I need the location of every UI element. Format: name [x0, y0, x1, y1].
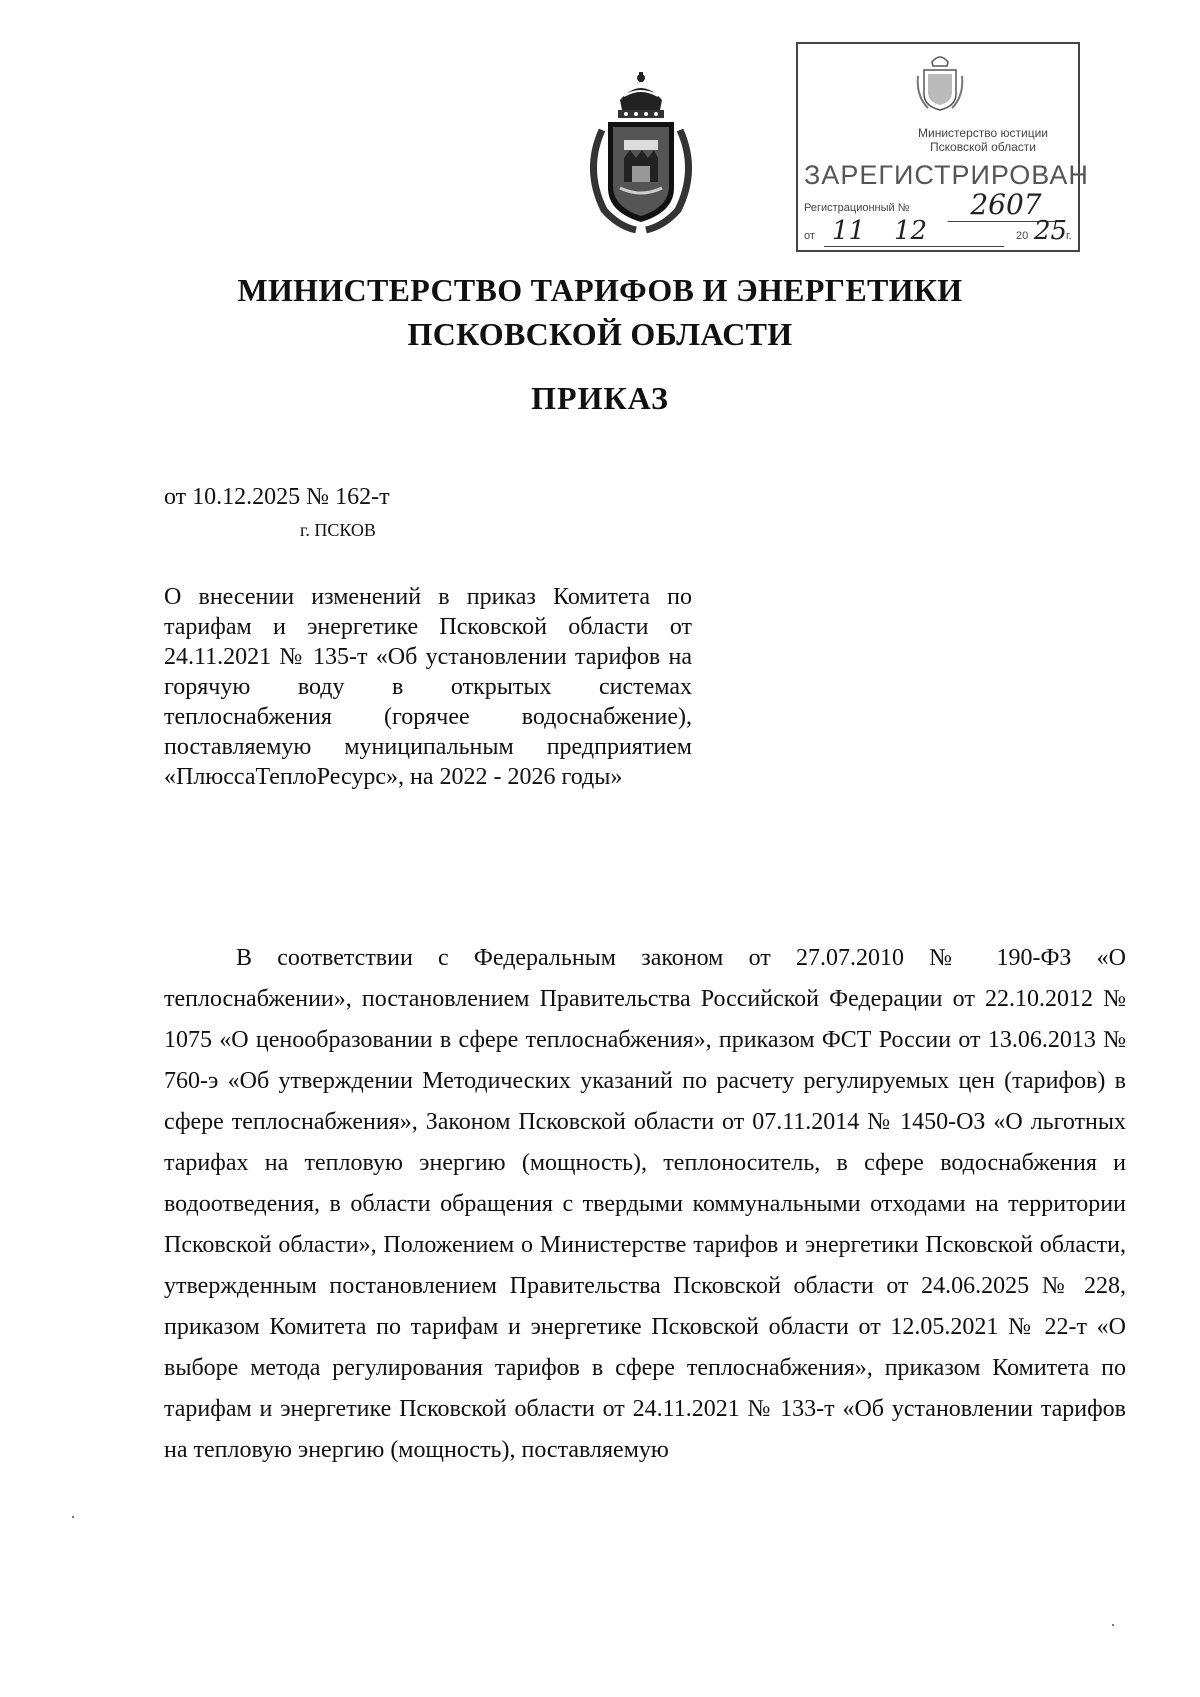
order-city: г. ПСКОВ — [300, 520, 376, 540]
stamp-ministry-name — [798, 126, 1078, 154]
ministry-title-line2: ПСКОВСКОЙ ОБЛАСТИ — [407, 316, 793, 352]
stamp-ministry-line1: Министерство юстиции — [918, 126, 1048, 140]
order-subject: О внесении изменений в приказ Комитета по тарифам и энергетике Псковской области от 24.11.2021 № 135-т «Об установлении тарифов на горячую воду в открытых системах теплоснабжения (горячее водоснабжение), поставляемую муниципальным предприятием «ПлюссаТеплоРесурс», на 2022 - 2026 годы» — [164, 584, 692, 790]
stamp-date-underline — [824, 246, 1004, 247]
coat-of-arms-icon — [580, 70, 702, 235]
order-date-number: от 10.12.2025 № 162-т — [164, 484, 390, 510]
stamp-status: ЗАРЕГИСТРИРОВАН — [804, 160, 1089, 190]
stamp-reg-label: Регистрационный № — [804, 202, 910, 214]
stamp-ministry-line2: Псковской области — [930, 140, 1036, 154]
stamp-emblem-icon — [916, 52, 964, 114]
scan-speck — [1112, 1624, 1114, 1626]
stamp-year-suffix: 25 — [1034, 216, 1068, 246]
stamp-month: 12 — [894, 216, 928, 246]
document-type: ПРИКАЗ — [531, 380, 669, 416]
registration-stamp — [796, 42, 1089, 252]
stamp-year-prefix: 20 — [1016, 230, 1029, 242]
stamp-reg-number: 2607 — [948, 188, 1064, 222]
scan-speck — [72, 1516, 74, 1518]
ministry-title — [0, 268, 1200, 356]
stamp-year-unit: г. — [1066, 230, 1072, 242]
order-body: В соответствии с Федеральным законом от 27.07.2010 № 190-ФЗ «О теплоснабжении», постановлением Правительства Российской Федерации от 22.10.2012 № 1075 «О ценообразовании в сфере теплоснабжения», приказом ФСТ России от 13.06.2013 № 760-э «Об утверждении Методических указаний по расчету регулируемых цен (тарифов) в сфере теплоснабжения», Законом Псковской области от 07.11.2014 № 1450-ОЗ «О льготных тарифах на тепловую энергию (мощность), теплоноситель, в сфере водоснабжения и водоотведения, в области обращения с твердыми коммунальными отходами на территории Псковской области», Положением о Министерстве тарифов и энергетики Псковской области, утвержденным постановлением Правительства Псковской области от 24.06.2025 № 228, приказом Комитета по тарифам и энергетике Псковской области от 12.05.2021 № 22-т «О выборе метода регулирования тарифов в сфере теплоснабжения», приказом Комитета по тарифам и энергетике Псковской области от 24.11.2021 № 133-т «Об установлении тарифов на тепловую энергию (мощность), поставляемую — [164, 945, 1126, 1463]
stamp-date-row — [804, 216, 1076, 252]
stamp-date-prefix: от — [804, 230, 815, 242]
ministry-title-line1: МИНИСТЕРСТВО ТАРИФОВ И ЭНЕРГЕТИКИ — [237, 272, 963, 308]
stamp-day: 11 — [832, 216, 866, 246]
